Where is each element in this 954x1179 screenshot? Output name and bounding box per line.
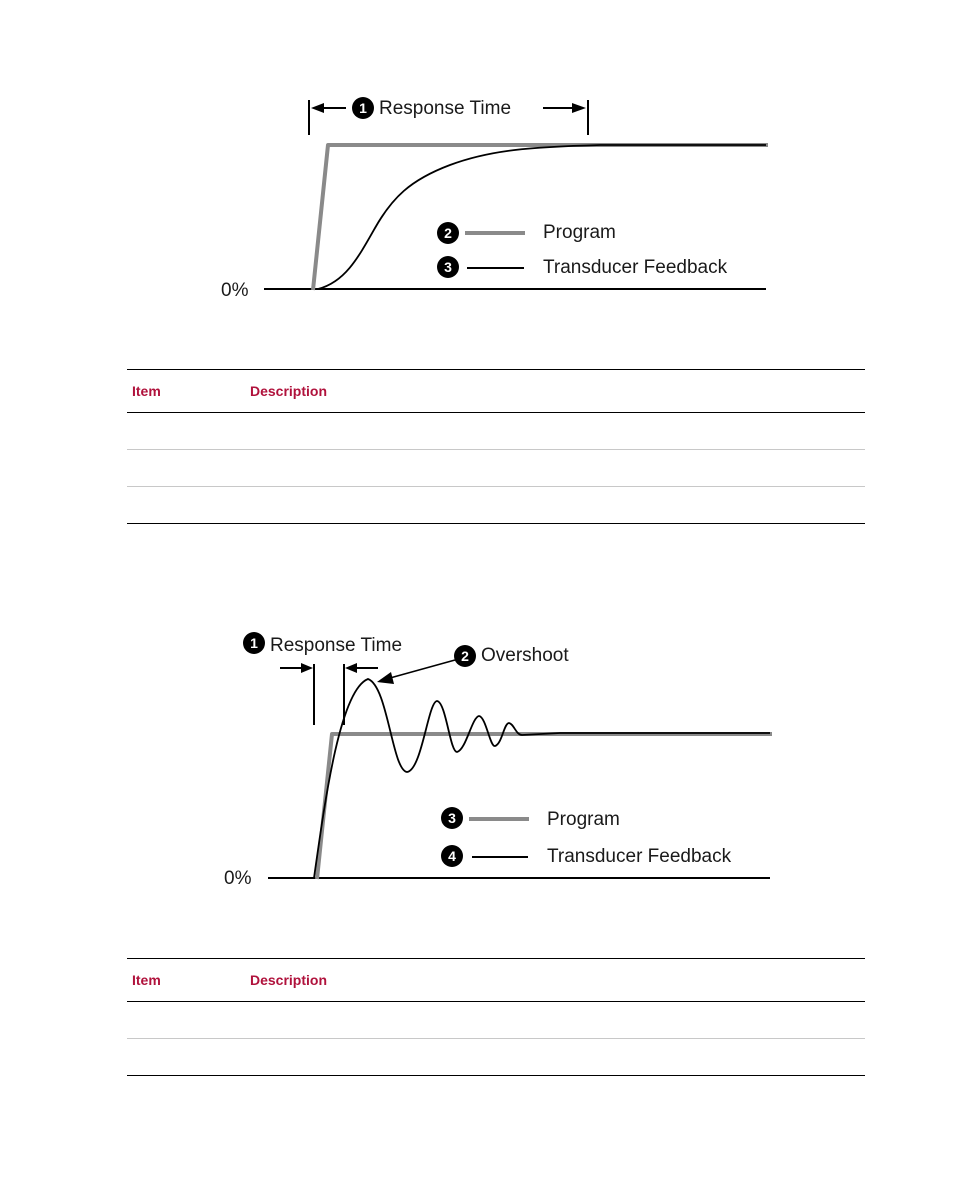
item-cell <box>127 450 245 487</box>
legend-program-number: 3 <box>448 810 456 826</box>
table-row <box>127 1039 865 1076</box>
arrow-right-head <box>345 663 357 673</box>
description-cell <box>245 450 865 487</box>
description-cell <box>245 1039 865 1076</box>
overshoot-label: Overshoot <box>481 645 569 666</box>
table-header-row <box>127 959 865 1002</box>
item-cell <box>127 487 245 524</box>
legend-program-label: Program <box>543 222 616 243</box>
legend-program-label: Program <box>547 809 620 830</box>
item-column-header: Item <box>127 959 245 1002</box>
response-time-label: Response Time <box>270 635 403 656</box>
table-row <box>127 450 865 487</box>
legend-table-1 <box>127 369 865 524</box>
item-cell <box>127 413 245 450</box>
marker-2-number: 2 <box>461 648 469 664</box>
overshoot-pointer-line <box>390 660 455 678</box>
arrow-right-head <box>572 103 586 113</box>
zero-percent-label: 0% <box>221 280 249 301</box>
overshoot-pointer-head <box>377 672 394 684</box>
response-time-diagram <box>0 80 954 310</box>
description-column-header: Description <box>245 370 865 413</box>
legend-table-2 <box>127 958 865 1076</box>
description-column-header: Description <box>245 959 865 1002</box>
zero-percent-label: 0% <box>224 868 252 889</box>
item-cell <box>127 1039 245 1076</box>
legend-feedback-label: Transducer Feedback <box>543 257 728 278</box>
table-row <box>127 487 865 524</box>
description-cell <box>245 487 865 524</box>
table-header-row <box>127 370 865 413</box>
table-row <box>127 1002 865 1039</box>
description-cell <box>245 1002 865 1039</box>
legend-program-number: 2 <box>444 225 452 241</box>
marker-1-number: 1 <box>359 100 367 116</box>
table-row <box>127 413 865 450</box>
legend-feedback-label: Transducer Feedback <box>547 846 732 867</box>
marker-1-number: 1 <box>250 635 258 651</box>
legend-feedback-number: 3 <box>444 259 452 275</box>
response-time-label: Response Time <box>379 98 512 119</box>
description-cell <box>245 413 865 450</box>
arrow-left-head <box>311 103 324 113</box>
item-cell <box>127 1002 245 1039</box>
item-column-header: Item <box>127 370 245 413</box>
overshoot-diagram <box>0 615 954 895</box>
legend-feedback-number: 4 <box>448 848 456 864</box>
arrow-left-head <box>301 663 313 673</box>
